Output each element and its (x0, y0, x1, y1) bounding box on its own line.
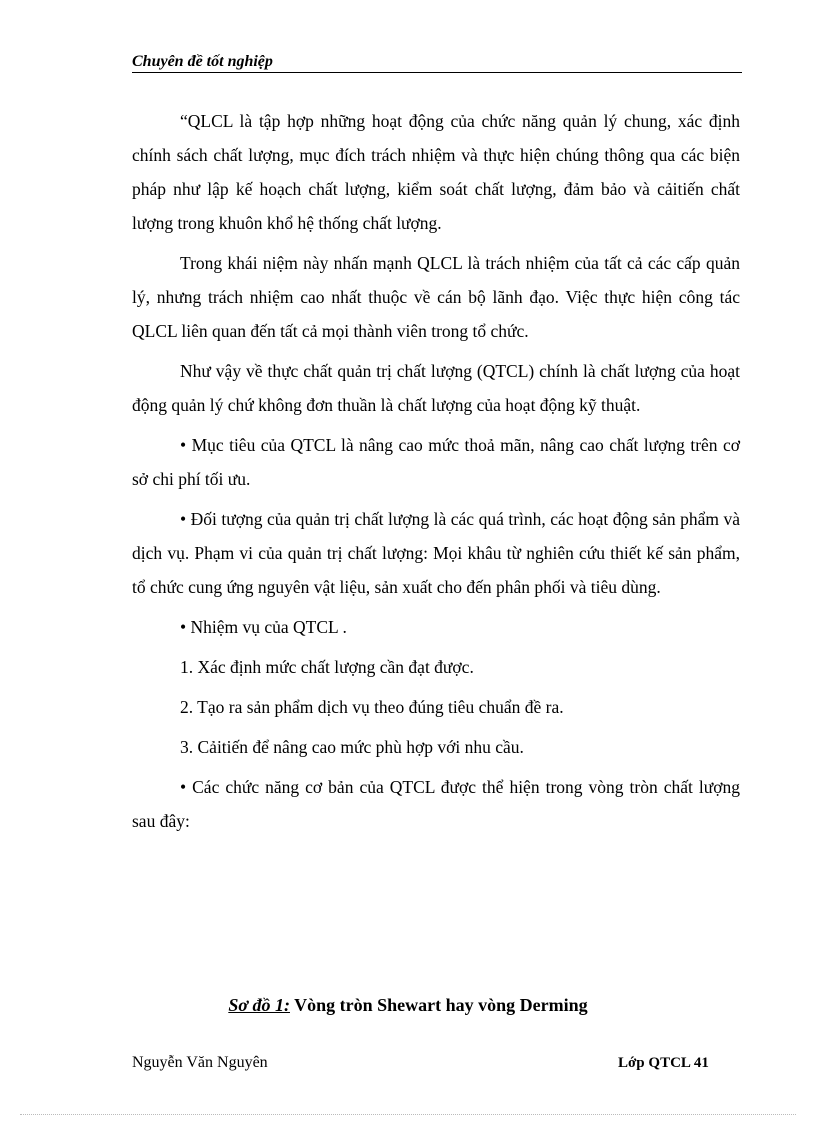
figure-caption (0, 990, 816, 1020)
page-bottom-border (20, 1114, 796, 1115)
bullet-paragraph: • Đối tượng của quản trị chất lượng là các quá trình, các hoạt động sản phẩm và dịch vụ. Phạm vi của quản trị chất lượng: Mọi khâu từ nghiên cứu thiết kế sản phẩm, tổ chức cung ứng nguyên vật liệu, sản xuất cho đến phân phối và tiêu dùng. (132, 509, 740, 597)
paragraph: “QLCL là tập hợp những hoạt động của chức năng quản lý chung, xác định chính sách chất lượng, mục đích trách nhiệm và thực hiện chúng thông qua các biện pháp như lập kế hoạch chất lượng, kiểm soát chất lượng, đảm bảo và cảitiến chất lượng trong khuôn khổ hệ thống chất lượng. (132, 111, 740, 233)
task-item: 3. Cảitiến để nâng cao mức phù hợp với nhu cầu. (180, 737, 524, 757)
caption-label: Sơ đồ 1: (228, 995, 290, 1015)
task-item: 1. Xác định mức chất lượng cần đạt được. (180, 657, 474, 677)
footer-author: Nguyễn Văn Nguyên (132, 1054, 268, 1071)
paragraph: Trong khái niệm này nhấn mạnh QLCL là trách nhiệm của tất cả các cấp quản lý, nhưng trách nhiệm cao nhất thuộc về cán bộ lãnh đạo. Việc thực hiện công tác QLCL liên quan đến tất cả mọi thành viên trong tổ chức. (132, 253, 740, 341)
bullet-paragraph: • Mục tiêu của QTCL là nâng cao mức thoả mãn, nâng cao chất lượng trên cơ sở chi phí tối ưu. (132, 435, 740, 489)
caption-text: Vòng tròn Shewart hay vòng Derming (289, 995, 588, 1015)
header-title: Chuyên đề tốt nghiệp (132, 53, 273, 70)
document-body (132, 104, 740, 844)
paragraph: Như vậy về thực chất quản trị chất lượng (QTCL) chính là chất lượng của hoạt động quản lý chứ không đơn thuần là chất lượng của hoạt động kỹ thuật. (132, 361, 740, 415)
footer-class: Lớp QTCL 41 (618, 1055, 709, 1071)
task-item: 2. Tạo ra sản phẩm dịch vụ theo đúng tiêu chuẩn đề ra. (180, 697, 564, 717)
tasks-heading: • Nhiệm vụ của QTCL . (180, 617, 347, 637)
page-header (132, 52, 742, 73)
bullet-paragraph: • Các chức năng cơ bản của QTCL được thể hiện trong vòng tròn chất lượng sau đây: (132, 777, 740, 831)
